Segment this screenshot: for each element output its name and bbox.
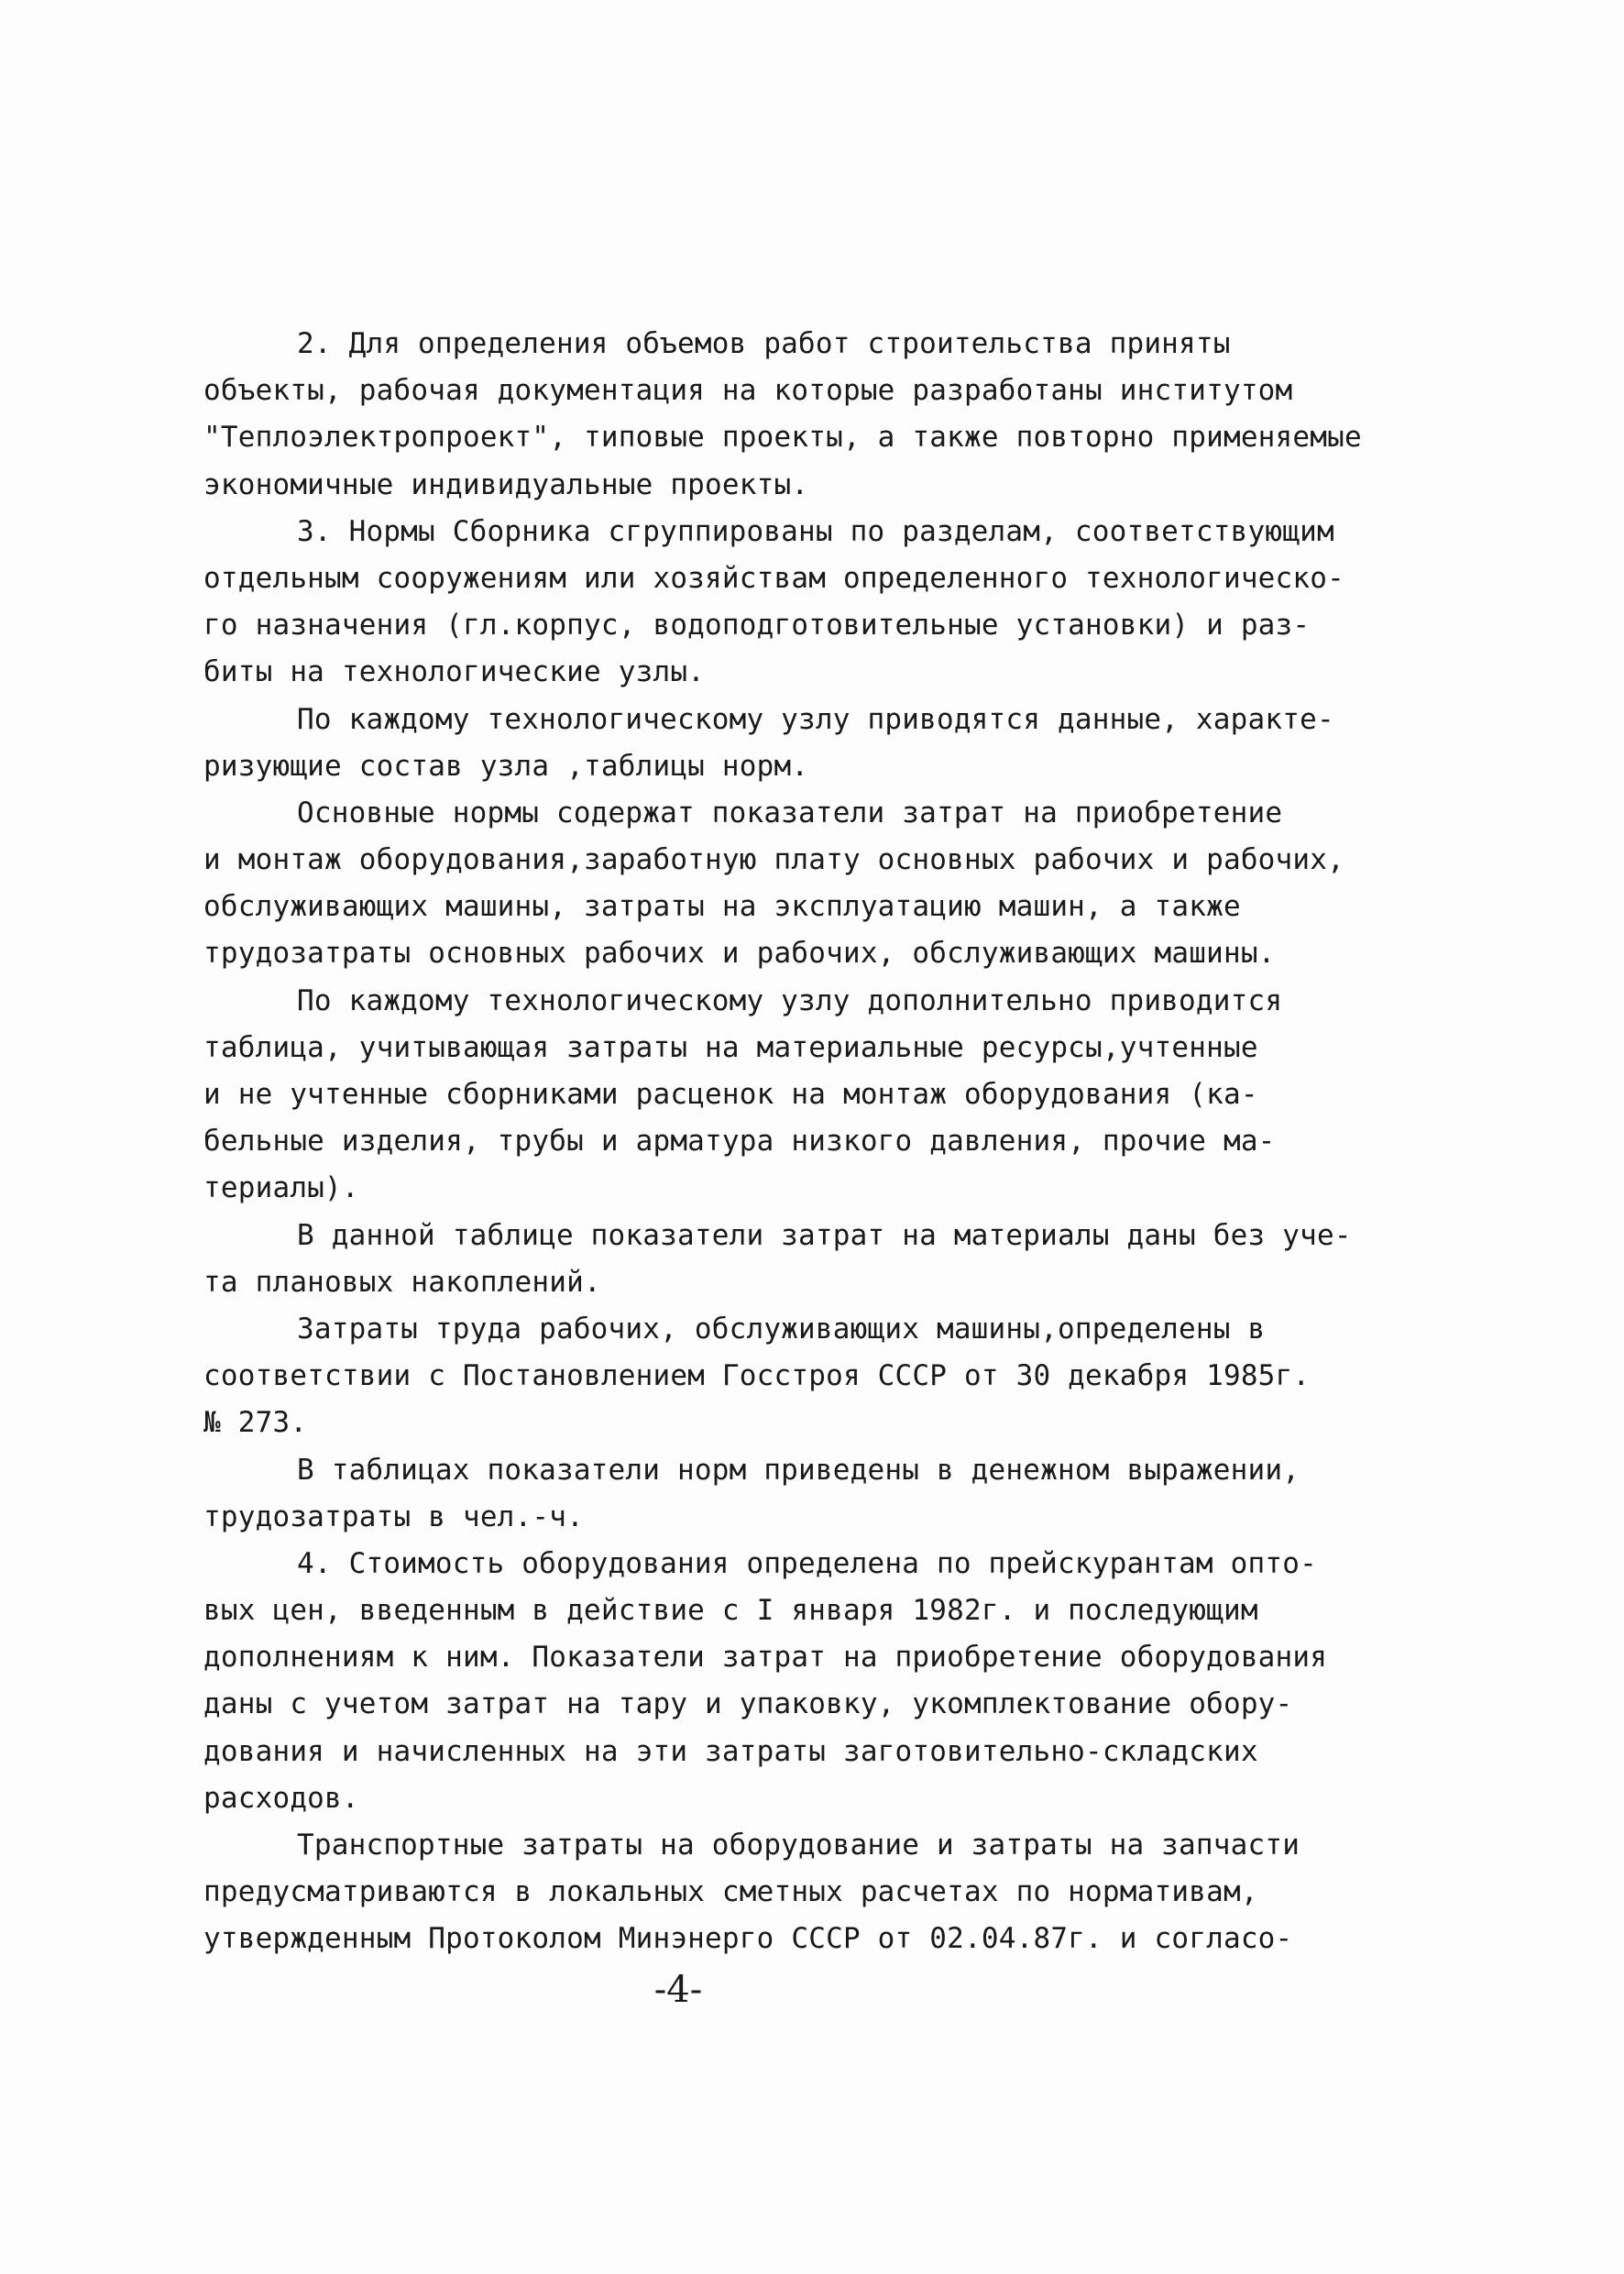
text-line: объекты, рабочая документация на которые разработаны институтом <box>203 374 1293 408</box>
text-line: ризующие состав узла ,таблицы норм. <box>203 749 809 783</box>
text-line: даны с учетом затрат на тару и упаковку, укомплектование обору- <box>203 1687 1293 1721</box>
text-line: "Теплоэлектропроект", типовые проекты, а также повторно применяемые <box>203 421 1362 455</box>
text-line: расходов. <box>203 1781 359 1815</box>
text-line: териалы). <box>203 1171 359 1205</box>
text-line: № 273. <box>203 1406 308 1440</box>
text-line: В данной таблице показатели затрат на материалы даны без уче- <box>297 1218 1352 1252</box>
text-line: экономичные индивидуальные проекты. <box>203 467 809 501</box>
text-line: По каждому технологическому узлу дополнительно приводится <box>297 983 1283 1017</box>
text-line: отдельным сооружениям или хозяйствам определенного технологическо- <box>203 561 1344 595</box>
text-line: 3. Нормы Сборника сгруппированы по разделам, соответствующим <box>297 514 1334 548</box>
text-line: и монтаж оборудования,заработную плату основных рабочих и рабочих, <box>203 843 1344 877</box>
text-line: предусматриваются в локальных сметных расчетах по нормативам, <box>203 1875 1258 1909</box>
text-line: По каждому технологическому узлу приводятся данные, характе- <box>297 702 1334 736</box>
text-line: бельные изделия, трубы и арматура низкого давления, прочие ма- <box>203 1125 1276 1159</box>
text-line: В таблицах показатели норм приведены в денежном выражении, <box>297 1453 1300 1487</box>
text-line: Основные нормы содержат показатели затрат на приобретение <box>297 796 1283 829</box>
page-number: -4- <box>653 1969 703 2011</box>
text-line: соответствии с Постановлением Госстроя СССР от 30 декабря 1985г. <box>203 1359 1311 1393</box>
text-line: дования и начисленных на эти затраты заготовительно-складских <box>203 1734 1258 1768</box>
text-line: 4. Стоимость оборудования определена по прейскурантам опто- <box>297 1546 1317 1580</box>
text-line: вых цен, введенным в действие с I января 1982г. и последующим <box>203 1594 1258 1628</box>
text-line: дополнениям к ним. Показатели затрат на приобретение оборудования <box>203 1641 1328 1675</box>
text-line: та плановых накоплений. <box>203 1265 601 1299</box>
text-line: обслуживающих машины, затраты на эксплуатацию машин, а также <box>203 890 1241 924</box>
text-line: Транспортные затраты на оборудование и затраты на запчасти <box>297 1829 1300 1862</box>
text-line: го назначения (гл.корпус, водоподготовительные установки) и раз- <box>203 609 1311 643</box>
text-line: трудозатраты основных рабочих и рабочих, обслуживающих машины. <box>203 937 1276 971</box>
text-line: таблица, учитывающая затраты на материальные ресурсы,учтенные <box>203 1030 1258 1064</box>
text-line: и не учтенные сборниками расценок на монтаж оборудования (ка- <box>203 1078 1258 1111</box>
text-line: биты на технологические узлы. <box>203 655 706 689</box>
text-line: трудозатраты в чел.-ч. <box>203 1500 584 1533</box>
text-line: Затраты труда рабочих, обслуживающих машины,определены в <box>297 1312 1266 1346</box>
text-line: 2. Для определения объемов работ строительства приняты <box>297 327 1231 360</box>
text-line: утвержденным Протоколом Минэнерго СССР от 02.04.87г. и согласо- <box>203 1922 1293 1956</box>
body-text <box>203 321 1487 1963</box>
